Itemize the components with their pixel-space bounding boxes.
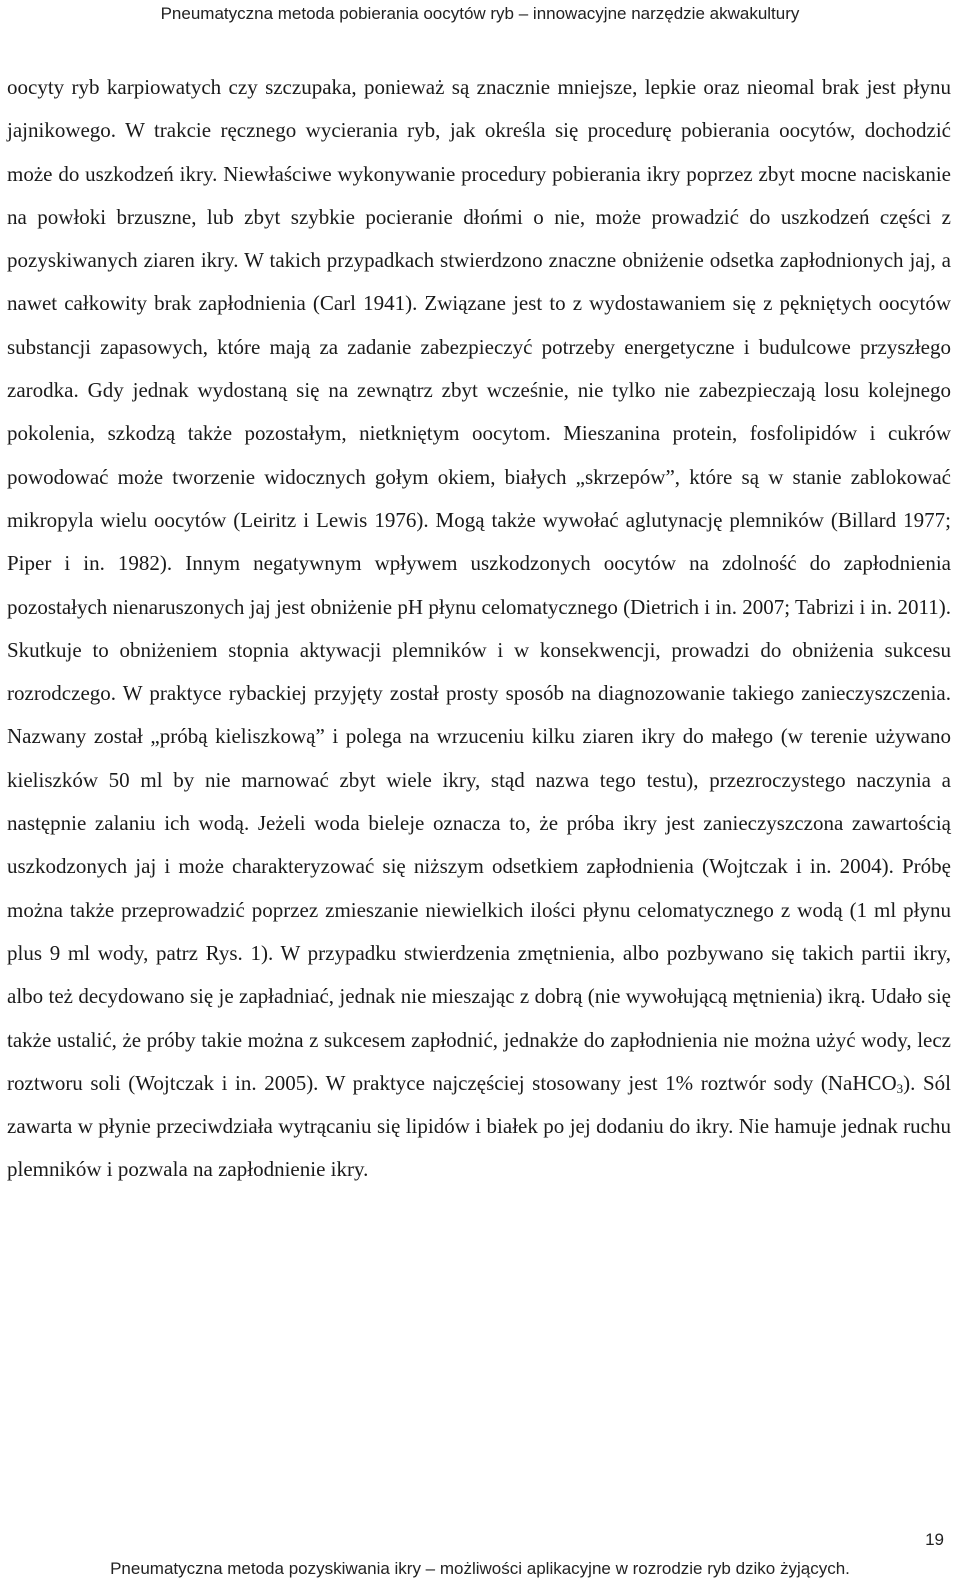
- running-footer: Pneumatyczna metoda pozyskiwania ikry – możliwości aplikacyjne w rozrodzie ryb dziko żyjących.: [110, 1559, 850, 1578]
- body-paragraph: [7, 66, 951, 1192]
- running-header: Pneumatyczna metoda pobierania oocytów ryb – innowacyjne narzędzie akwakultury: [160, 4, 800, 23]
- paragraph-text-part-2: ). Sól zawarta w płynie przeciwdziała wytrącaniu się lipidów i białek po jej dodaniu do ikry. Nie hamuje jednak ruchu plemników i pozwala na zapłodnienie ikry.: [7, 1070, 951, 1182]
- page-number: 19: [925, 1530, 944, 1549]
- subscript-3: 3: [896, 1080, 904, 1096]
- paragraph-text-part-1: oocyty ryb karpiowatych czy szczupaka, ponieważ są znacznie mniejsze, lepkie oraz nieomal brak jest płynu jajnikowego. W trakcie ręcznego wycierania ryb, jak określa się procedurę pobierania oocytów, dochodzić może do uszkodzeń ikry. Niewłaściwe wykonywanie procedury pobierania ikry poprzez zbyt mocne naciskanie na powłoki brzuszne, lub zbyt szybkie pocieranie dłońmi o nie, może prowadzić do uszkodzeń części z pozyskiwanych ziaren ikry. W takich przypadkach stwierdzono znaczne obniżenie odsetka zapłodnionych jaj, a nawet całkowity brak zapłodnienia (Carl 1941). Związane jest to z wydostawaniem się z pękniętych oocytów substancji zapasowych, które mają za zadanie zabezpieczyć potrzeby energetyczne i budulcowe przyszłego zarodka. Gdy jednak wydostaną się na zewnątrz zbyt wcześnie, nie tylko nie zabezpieczają losu kolejnego pokolenia, szkodzą także pozostałym, nietkniętym oocytom. Mieszanina protein, fosfolipidów i cukrów powodować może tworzenie widocznych gołym okiem, białych „skrzepów”, które są w stanie zablokować mikropyla wielu oocytów (Leiritz i Lewis 1976). Mogą także wywołać aglutynację plemników (Billard 1977; Piper i in. 1982). Innym negatywnym wpływem uszkodzonych oocytów na zdolność do zapłodnienia pozostałych nienaruszonych jaj jest obniżenie pH płynu celomatycznego (Dietrich i in. 2007; Tabrizi i in. 2011). Skutkuje to obniżeniem stopnia aktywacji plemników i w konsekwencji, prowadzi do obniżenia sukcesu rozrodczego. W praktyce rybackiej przyjęty został prosty sposób na diagnozowanie takiego zanieczyszczenia. Nazwany został „próbą kieliszkową” i polega na wrzuceniu kilku ziaren ikry do małego (w terenie używano kieliszków 50 ml by nie marnować zbyt wiele ikry, stąd nazwa tego testu), przezroczystego naczynia a następnie zalaniu ich wodą. Jeżeli woda bieleje oznacza to, że próba ikry jest zanieczyszczona zawartością uszkodzonych jaj i może charakteryzować się niższym odsetkiem zapłodnienia (Wojtczak i in. 2004). Próbę można także przeprowadzić poprzez zmieszanie niewielkich ilości płynu celomatycznego z wodą (1 ml płynu plus 9 ml wody, patrz Rys. 1). W przypadku stwierdzenia zmętnienia, albo pozbywano się takich partii ikry, albo też decydowano się je zapładniać, jednak nie mieszając z dobrą (nie wywołującą mętnienia) ikrą. Udało się także ustalić, że próby takie można z sukcesem zapłodnić, jednakże do zapłodnienia nie można użyć wody, lecz roztworu soli (Wojtczak i in. 2005). W praktyce najczęściej stosowany jest 1% roztwór sody (NaHCO: [7, 75, 951, 1095]
